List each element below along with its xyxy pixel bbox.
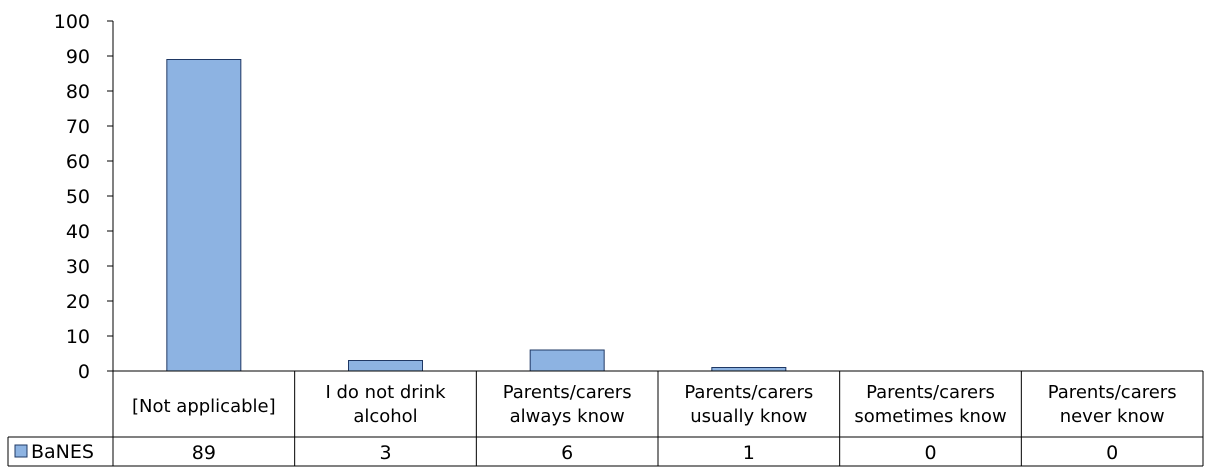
y-tick-label: 50 [65, 186, 90, 208]
y-tick-label: 0 [77, 361, 90, 383]
bar [349, 361, 423, 372]
legend-swatch [15, 445, 27, 457]
x-category-label: Parents/carers [684, 382, 814, 403]
x-category-label: never know [1059, 406, 1165, 427]
y-tick-label: 40 [65, 221, 90, 243]
x-category-label: always know [509, 406, 625, 427]
table-value: 6 [561, 442, 574, 464]
bar [167, 60, 241, 372]
data-table [8, 371, 1203, 466]
y-tick-label: 60 [65, 151, 90, 173]
x-category-label: sometimes know [854, 406, 1007, 427]
bars [167, 60, 786, 372]
legend-series-name: BaNES [31, 441, 94, 463]
table-value: 0 [1106, 442, 1119, 464]
x-category-label: alcohol [353, 406, 418, 427]
table-value: 89 [191, 442, 216, 464]
x-category-label: Parents/carers [502, 382, 632, 403]
table-value: 0 [924, 442, 937, 464]
y-tick-label: 80 [65, 81, 90, 103]
table-value: 3 [379, 442, 392, 464]
y-tick-label: 20 [65, 291, 90, 313]
bar [530, 350, 604, 371]
x-category-label: [Not applicable] [132, 396, 276, 417]
x-category-label: usually know [690, 406, 808, 427]
table-value: 1 [742, 442, 755, 464]
y-tick-label: 10 [65, 326, 90, 348]
y-tick-label: 70 [65, 116, 90, 138]
x-category-label: I do not drink [325, 382, 446, 403]
y-tick-label: 100 [53, 11, 90, 33]
x-category-label: Parents/carers [1047, 382, 1177, 403]
y-tick-label: 90 [65, 46, 90, 68]
bar [712, 368, 786, 372]
x-category-label: Parents/carers [866, 382, 995, 403]
y-tick-label: 30 [65, 256, 90, 278]
y-axis [54, 11, 113, 383]
